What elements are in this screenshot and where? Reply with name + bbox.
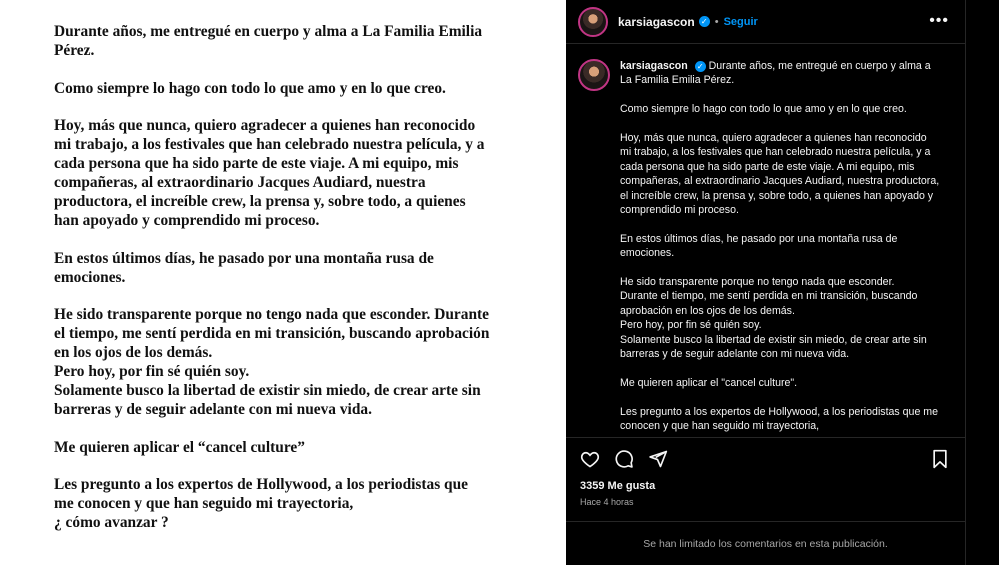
comments-limited-notice: Se han limitado los comentarios en esta publicación.	[643, 538, 888, 550]
post-header	[566, 0, 965, 44]
separator-dot: •	[714, 15, 719, 28]
caption-paragraph: En estos últimos días, he pasado por una montaña rusa de emociones.	[620, 232, 898, 260]
post-actions	[566, 437, 965, 522]
share-icon[interactable]	[648, 449, 668, 469]
action-icons	[580, 448, 953, 470]
caption-scroll-area[interactable]	[566, 45, 965, 437]
caption-username[interactable]: karsiagascon	[620, 60, 688, 72]
post-timestamp[interactable]: Hace 4 horas	[580, 497, 634, 507]
statement-paragraph: Durante años, me entregué en cuerpo y alma a La Familia Emilia Pérez.	[54, 23, 483, 59]
verified-badge-icon: ✓	[695, 61, 706, 72]
post-details	[566, 0, 966, 565]
caption-paragraph: Hoy, más que nunca, quiero agradecer a quienes han reconocido mi trabajo, a los festivales que han celebrado nuestra película, y a cada persona que ha sido parte de este viaje. A mi equipo, mis compañeras, al extraordinario Jacques Audiard, nuestra productora, el increíble crew, la prensa y, sobre todo, a quienes han apoyado y comprendido mi proceso.	[620, 132, 940, 217]
follow-button[interactable]: Seguir	[723, 15, 758, 28]
caption-paragraph: Me quieren aplicar el "cancel culture".	[620, 376, 798, 389]
post-side-panel	[566, 0, 999, 565]
caption-row	[578, 59, 947, 437]
statement-paragraph: Les pregunto a los expertos de Hollywood, a los periodistas que me conocen y que han seguido mi trayectoria, ¿ cómo avanzar ?	[54, 476, 469, 531]
caption-text	[620, 59, 940, 437]
comment-icon[interactable]	[614, 449, 634, 469]
caption-paragraph: Como siempre lo hago con todo lo que amo y en lo que creo.	[620, 103, 907, 116]
heart-icon[interactable]	[580, 449, 600, 469]
caption-paragraph: Les pregunto a los expertos de Hollywood, a los periodistas que me conocen y que han seguido mi trayectoria,	[620, 405, 938, 433]
more-options-icon[interactable]: •••	[929, 12, 949, 29]
caption-first-text: Durante años, me entregué en cuerpo y alma a La Familia Emilia Pérez.	[620, 60, 931, 87]
statement-paragraph: Como siempre lo hago con todo lo que amo y en lo que creo.	[54, 79, 446, 97]
statement-text	[54, 22, 524, 551]
verified-badge-icon: ✓	[699, 16, 710, 27]
caption-avatar[interactable]	[578, 59, 610, 91]
likes-count[interactable]: 3359 Me gusta	[580, 480, 656, 492]
caption-first-paragraph	[620, 59, 940, 88]
bookmark-icon[interactable]	[931, 449, 949, 469]
statement-paragraph: En estos últimos días, he pasado por una montaña rusa de emociones.	[54, 249, 434, 286]
header-username[interactable]: karsiagascon	[618, 14, 695, 29]
avatar[interactable]	[578, 7, 608, 37]
statement-paragraph: Me quieren aplicar el “cancel culture”	[54, 438, 305, 456]
statement-paragraph: Hoy, más que nunca, quiero agradecer a quienes han reconocido mi trabajo, a los festivales que han celebrado nuestra película, y a cada persona que ha sido parte de este viaje. A mi equipo, mis compañeras, al extraordinario Jacques Audiard, nuestra productora, el increíble crew, la prensa y, sobre todo, a quienes han apoyado y comprendido mi proceso.	[54, 117, 485, 229]
statement-paragraph: He sido transparente porque no tengo nada que esconder. Durante el tiempo, me sentí perdida en mi transición, buscando aprobación en los ojos de los demás. Pero hoy, por fin sé quién soy. Solamente busco la libertad de existir sin miedo, de crear arte sin barreras y de seguir adelante con mi nueva vida.	[54, 306, 490, 418]
caption-paragraph: He sido transparente porque no tengo nada que esconder. Durante el tiempo, me sentí perdida en mi transición, buscando aprobación en los ojos de los demás. Pero hoy, por fin sé quién soy. Solamente busco la libertad de existir sin miedo, de crear arte sin barreras y de seguir adelante con mi nueva vida.	[620, 276, 927, 361]
